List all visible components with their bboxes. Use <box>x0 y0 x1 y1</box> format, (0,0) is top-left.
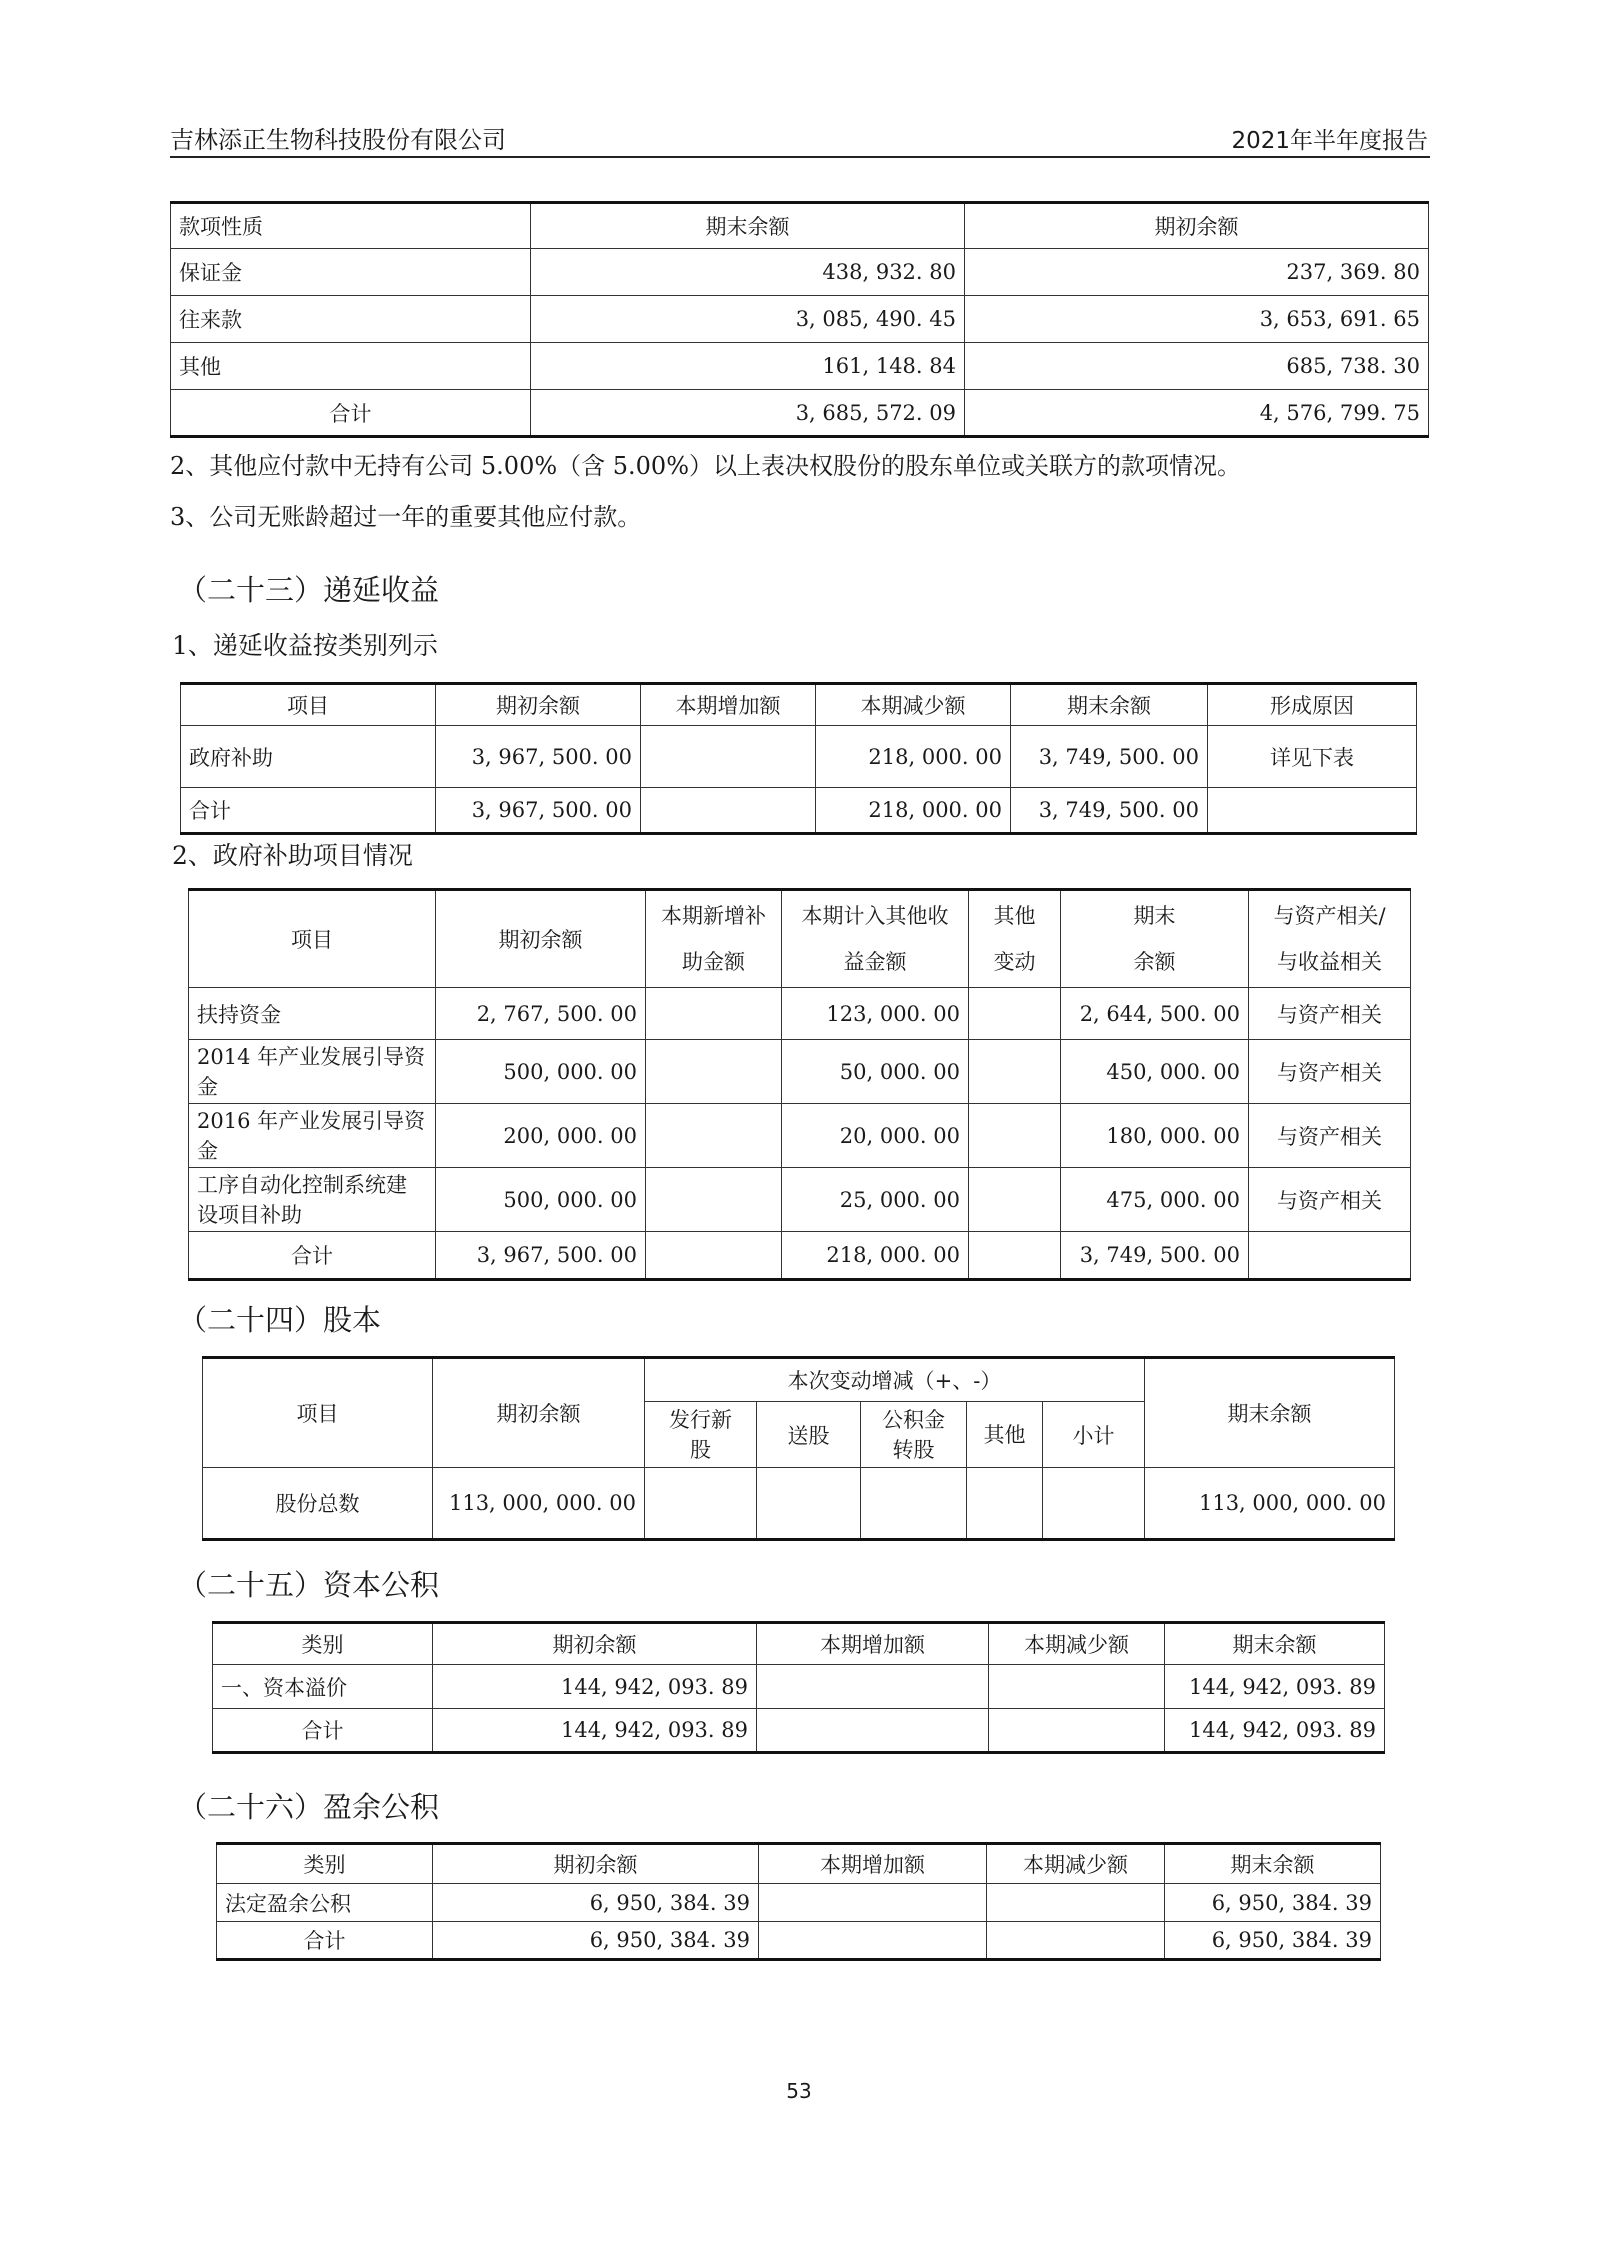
cell-value: 3, 967, 500. 00 <box>436 726 641 788</box>
header-cell: 本期新增补 助金额 <box>646 890 782 988</box>
government-subsidy-table <box>188 888 1411 1281</box>
header-cell: 本期增加额 <box>759 1844 987 1884</box>
header-cell: 本期减少额 <box>987 1844 1165 1884</box>
cell-value <box>1208 788 1417 834</box>
header-cell: 期末余额 <box>1145 1358 1395 1468</box>
cell-value: 3, 085, 490. 45 <box>531 296 965 343</box>
capital-reserve-table <box>212 1621 1385 1754</box>
cell-value: 50, 000. 00 <box>782 1040 969 1104</box>
cell-value: 685, 738. 30 <box>965 343 1429 390</box>
cell-value <box>646 1040 782 1104</box>
header-cell: 其他 <box>967 1402 1043 1468</box>
cell-value: 与资产相关 <box>1249 1040 1411 1104</box>
cell-value: 500, 000. 00 <box>436 1168 646 1232</box>
header-cell: 本期计入其他收 益金额 <box>782 890 969 988</box>
header-cell: 公积金转股 <box>861 1402 967 1468</box>
total-label: 合计 <box>213 1709 433 1753</box>
cell-value: 与资产相关 <box>1249 1104 1411 1168</box>
cell-value: 161, 148. 84 <box>531 343 965 390</box>
header-cell: 项目 <box>181 684 436 726</box>
cell-value <box>969 988 1061 1040</box>
cell-value: 6, 950, 384. 39 <box>1165 1922 1381 1960</box>
row-label: 一、资本溢价 <box>213 1665 433 1709</box>
cell-value <box>987 1922 1165 1960</box>
cell-value <box>987 1884 1165 1922</box>
section-title-24: （二十四）股本 <box>178 1303 382 1337</box>
subsection-title: 1、递延收益按类别列示 <box>172 631 438 660</box>
header-cell: 本期减少额 <box>989 1623 1165 1665</box>
cell-value <box>757 1468 861 1540</box>
header-rule <box>170 156 1430 158</box>
cell-value <box>969 1104 1061 1168</box>
total-label: 合计 <box>217 1922 433 1960</box>
cell-value <box>641 788 816 834</box>
header-group: 本次变动增减（+、-） <box>645 1358 1145 1402</box>
header-cell: 小计 <box>1043 1402 1145 1468</box>
header-cell: 期初余额 <box>965 203 1429 249</box>
cell-value: 450, 000. 00 <box>1061 1040 1249 1104</box>
cell-value: 25, 000. 00 <box>782 1168 969 1232</box>
row-label: 政府补助 <box>181 726 436 788</box>
cell-value <box>967 1468 1043 1540</box>
cell-value: 3, 967, 500. 00 <box>436 1232 646 1280</box>
cell-value <box>861 1468 967 1540</box>
note-2: 2、其他应付款中无持有公司 5.00%（含 5.00%）以上表决权股份的股东单位或关联方的款项情况。 <box>170 452 1242 480</box>
cell-value <box>646 1232 782 1280</box>
share-capital-table <box>202 1356 1395 1541</box>
header-cell: 送股 <box>757 1402 861 1468</box>
cell-value: 6, 950, 384. 39 <box>433 1884 759 1922</box>
header-cell: 期末余额 <box>1165 1844 1381 1884</box>
cell-value <box>759 1922 987 1960</box>
header-cell: 本期增加额 <box>641 684 816 726</box>
total-label: 合计 <box>181 788 436 834</box>
deferred-income-table <box>180 682 1417 835</box>
page-number: 53 <box>786 2079 812 2103</box>
cell-value <box>989 1665 1165 1709</box>
cell-value: 3, 653, 691. 65 <box>965 296 1429 343</box>
surplus-reserve-table <box>216 1842 1381 1961</box>
cell-value: 3, 749, 500. 00 <box>1011 788 1208 834</box>
cell-value: 144, 942, 093. 89 <box>1165 1709 1385 1753</box>
cell-value <box>1249 1232 1411 1280</box>
cell-value: 438, 932. 80 <box>531 249 965 296</box>
row-label: 往来款 <box>171 296 531 343</box>
cell-value: 123, 000. 00 <box>782 988 969 1040</box>
header-cell: 期末余额 <box>531 203 965 249</box>
row-label: 保证金 <box>171 249 531 296</box>
cell-value <box>757 1709 989 1753</box>
header-cell: 类别 <box>217 1844 433 1884</box>
header-cell: 款项性质 <box>171 203 531 249</box>
cell-value: 475, 000. 00 <box>1061 1168 1249 1232</box>
section-title-23: （二十三）递延收益 <box>178 573 440 607</box>
header-cell: 期初余额 <box>433 1358 645 1468</box>
cell-value: 113, 000, 000. 00 <box>1145 1468 1395 1540</box>
cell-value: 3, 685, 572. 09 <box>531 390 965 437</box>
cell-value: 3, 967, 500. 00 <box>436 788 641 834</box>
header-cell: 形成原因 <box>1208 684 1417 726</box>
row-label: 2016 年产业发展引导资金 <box>189 1104 436 1168</box>
cell-value <box>969 1168 1061 1232</box>
section-title-25: （二十五）资本公积 <box>178 1568 440 1602</box>
cell-value: 237, 369. 80 <box>965 249 1429 296</box>
header-cell: 与资产相关/ 与收益相关 <box>1249 890 1411 988</box>
cell-value <box>969 1232 1061 1280</box>
other-payables-table <box>170 201 1429 438</box>
header-cell: 项目 <box>189 890 436 988</box>
total-label: 合计 <box>189 1232 436 1280</box>
section-title-26: （二十六）盈余公积 <box>178 1790 440 1824</box>
cell-value <box>646 1168 782 1232</box>
row-label: 法定盈余公积 <box>217 1884 433 1922</box>
cell-value: 与资产相关 <box>1249 1168 1411 1232</box>
cell-value <box>759 1884 987 1922</box>
cell-value <box>1043 1468 1145 1540</box>
header-cell: 期末余额 <box>1165 1623 1385 1665</box>
row-label: 扶持资金 <box>189 988 436 1040</box>
header-cell: 发行新股 <box>645 1402 757 1468</box>
header-cell: 期初余额 <box>433 1844 759 1884</box>
cell-value <box>645 1468 757 1540</box>
cell-value: 2, 767, 500. 00 <box>436 988 646 1040</box>
cell-value: 详见下表 <box>1208 726 1417 788</box>
header-cell: 期初余额 <box>433 1623 757 1665</box>
row-label: 股份总数 <box>203 1468 433 1540</box>
cell-value: 3, 749, 500. 00 <box>1061 1232 1249 1280</box>
cell-value: 144, 942, 093. 89 <box>433 1709 757 1753</box>
cell-value: 3, 749, 500. 00 <box>1011 726 1208 788</box>
header-cell: 本期增加额 <box>757 1623 989 1665</box>
cell-value: 6, 950, 384. 39 <box>433 1922 759 1960</box>
subsection-title: 2、政府补助项目情况 <box>172 841 413 870</box>
cell-value: 200, 000. 00 <box>436 1104 646 1168</box>
row-label: 工序自动化控制系统建设项目补助 <box>189 1168 436 1232</box>
cell-value: 144, 942, 093. 89 <box>433 1665 757 1709</box>
cell-value <box>989 1709 1165 1753</box>
cell-value: 218, 000. 00 <box>782 1232 969 1280</box>
cell-value: 218, 000. 00 <box>816 788 1011 834</box>
note-3: 3、公司无账龄超过一年的重要其他应付款。 <box>170 503 642 531</box>
cell-value: 500, 000. 00 <box>436 1040 646 1104</box>
cell-value <box>757 1665 989 1709</box>
header-cell: 期末 余额 <box>1061 890 1249 988</box>
cell-value: 与资产相关 <box>1249 988 1411 1040</box>
header-cell: 项目 <box>203 1358 433 1468</box>
report-title: 2021年半年度报告 <box>1231 128 1428 154</box>
cell-value: 20, 000. 00 <box>782 1104 969 1168</box>
header-cell: 本期减少额 <box>816 684 1011 726</box>
cell-value: 218, 000. 00 <box>816 726 1011 788</box>
cell-value: 6, 950, 384. 39 <box>1165 1884 1381 1922</box>
cell-value: 180, 000. 00 <box>1061 1104 1249 1168</box>
cell-value <box>969 1040 1061 1104</box>
company-name: 吉林添正生物科技股份有限公司 <box>170 126 506 154</box>
cell-value: 2, 644, 500. 00 <box>1061 988 1249 1040</box>
cell-value: 144, 942, 093. 89 <box>1165 1665 1385 1709</box>
cell-value <box>641 726 816 788</box>
header-cell: 其他 变动 <box>969 890 1061 988</box>
cell-value: 4, 576, 799. 75 <box>965 390 1429 437</box>
row-label: 2014 年产业发展引导资金 <box>189 1040 436 1104</box>
header-cell: 期末余额 <box>1011 684 1208 726</box>
cell-value <box>646 1104 782 1168</box>
header-cell: 期初余额 <box>436 890 646 988</box>
row-label: 其他 <box>171 343 531 390</box>
header-cell: 类别 <box>213 1623 433 1665</box>
cell-value <box>646 988 782 1040</box>
header-cell: 期初余额 <box>436 684 641 726</box>
cell-value: 113, 000, 000. 00 <box>433 1468 645 1540</box>
total-label: 合计 <box>171 390 531 437</box>
